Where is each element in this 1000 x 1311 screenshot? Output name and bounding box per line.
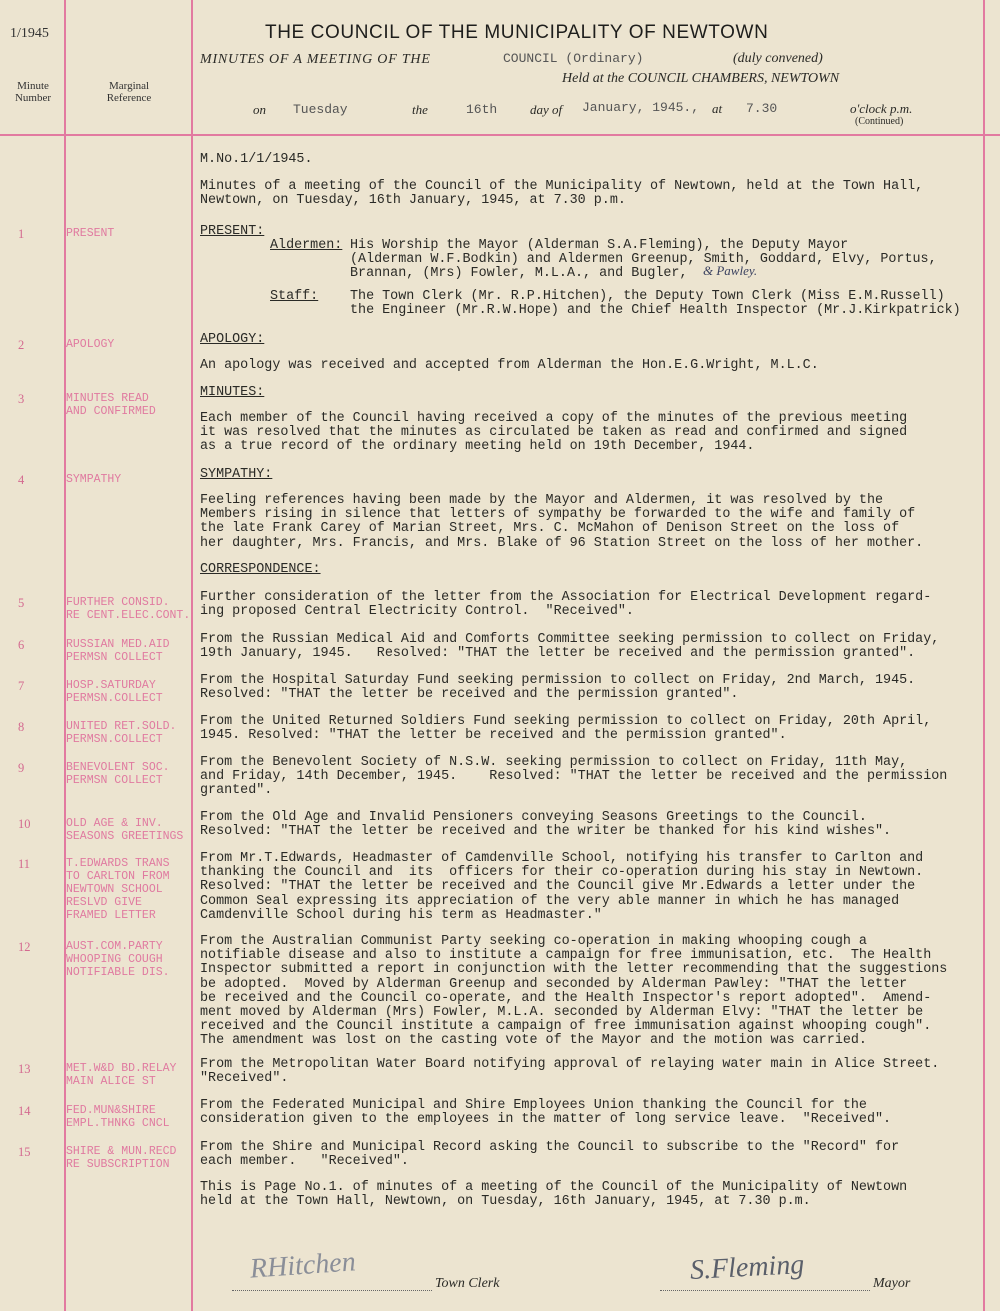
minute-number-5: 5: [18, 596, 25, 610]
minutes-heading: MINUTES:: [200, 385, 265, 400]
at-label: at: [712, 101, 723, 116]
mayor-label: Mayor: [873, 1276, 911, 1291]
marginal-reference-heading: Marginal Reference: [106, 80, 152, 104]
minute-number-heading: Minute Number: [14, 80, 52, 104]
item-5-text: Further consideration of the letter from the Association for Electrical Development regard- ing proposed Central Electricity Control. "Received".: [200, 590, 932, 620]
the-label: the: [412, 102, 428, 117]
on-label: on: [253, 102, 266, 117]
meeting-time: 7.30: [746, 101, 778, 116]
minute-number-11: 11: [18, 857, 31, 871]
document-title: THE COUNCIL OF THE MUNICIPALITY OF NEWTOWN: [265, 22, 769, 43]
minute-number-4: 4: [18, 473, 25, 487]
header-rule: [0, 134, 1000, 136]
aldermen-label: Aldermen:: [270, 238, 343, 253]
minute-number-10: 10: [18, 817, 31, 831]
marginal-ref-14: FED.MUN&SHIRE EMPL.THNKG CNCL: [66, 1104, 170, 1130]
page-reference: 1/1945: [10, 26, 49, 41]
town-clerk-signature: RHitchen: [249, 1246, 357, 1285]
item-9-text: From the Benevolent Society of N.S.W. seeking permission to collect on Friday, 11th May, and Friday, 14th December, 1945. Resolved: "THAT the letter be received and the permission granted".: [200, 755, 948, 799]
marginal-ref-12: AUST.COM.PARTY WHOOPING COUGH NOTIFIABLE DIS.: [66, 940, 170, 979]
item-7-text: From the Hospital Saturday Fund seeking permission to collect on Friday, 2nd March, 1945. Resolved: "THAT the letter be received and the permission granted".: [200, 673, 916, 703]
minute-number-6: 6: [18, 638, 25, 652]
item-11-text: From Mr.T.Edwards, Headmaster of Camdenville School, notifying his transfer to Carlton and thanking the Council and its officers for their co-operation during his stay in Newtown. Resolved: "THAT the letter be received and the Council give Mr.Edwards a letter under the Common Seal expressing its appreciation of the very able manner in which he has managed Camdenville School during his term as Headmaster.": [200, 851, 924, 923]
minute-number-2: 2: [18, 338, 25, 352]
aldermen-list: His Worship the Mayor (Alderman S.A.Fleming), the Deputy Mayor (Alderman W.F.Bodkin) and Aldermen Greenup, Smith, Goddard, Elvy, Portus, Brannan, (Mrs) Fowler, M.L.A., and Bugler,: [350, 238, 937, 282]
oclock-label: o'clock p.m.: [850, 101, 913, 116]
marginal-ref-1: PRESENT: [66, 227, 115, 240]
marginal-ref-7: HOSP.SATURDAY PERMSN.COLLECT: [66, 679, 163, 705]
meeting-weekday: Tuesday: [293, 102, 348, 117]
duly-convened: (duly convened): [733, 51, 823, 66]
sympathy-heading: SYMPATHY:: [200, 467, 273, 482]
town-clerk-line: [232, 1290, 432, 1291]
held-at: Held at the COUNCIL CHAMBERS, NEWTOWN: [562, 71, 840, 86]
marginal-ref-13: MET.W&D BD.RELAY MAIN ALICE ST: [66, 1062, 177, 1088]
meeting-month-year: January, 1945.,: [582, 100, 700, 115]
correspondence-heading: CORRESPONDENCE:: [200, 562, 321, 577]
item-6-text: From the Russian Medical Aid and Comforts Committee seeking permission to collect on Friday, 19th January, 1945. Resolved: "THAT the letter be received and the permission granted".: [200, 632, 940, 662]
marginal-ref-9: BENEVOLENT SOC. PERMSN COLLECT: [66, 761, 170, 787]
margin-rule-outer: [983, 0, 985, 1311]
marginal-ref-4: SYMPATHY: [66, 473, 122, 486]
continued-label: (Continued): [855, 116, 904, 127]
meeting-day: 16th: [466, 102, 498, 117]
minute-reference: M.No.1/1/1945.: [200, 152, 313, 167]
item-10-text: From the Old Age and Invalid Pensioners conveying Seasons Greetings to the Council. Resolved: "THAT the letter be received and the writer be thanked for his kind wishes".: [200, 810, 892, 840]
item-13-text: From the Metropolitan Water Board notifying approval of relaying water main in Alice Street. "Received".: [200, 1057, 940, 1087]
minute-number-12: 12: [18, 940, 31, 954]
minutes-text: Each member of the Council having received a copy of the minutes of the previous meeting it was resolved that the minutes as circulated be taken as read and confirmed and signed as a true record of the ordinary meeting held on 19th December, 1944.: [200, 411, 908, 455]
council-type: COUNCIL (Ordinary): [503, 51, 644, 66]
intro-paragraph: Minutes of a meeting of the Council of the Municipality of Newtown, held at the Town Hall, Newtown, on Tuesday, 16th January, 1945, at 7.30 p.m.: [200, 179, 924, 209]
marginal-ref-10: OLD AGE & INV. SEASONS GREETINGS: [66, 817, 184, 843]
item-14-text: From the Federated Municipal and Shire Employees Union thanking the Council for the consideration given to the employees in the matter of long service leave. "Received".: [200, 1098, 892, 1128]
day-of-label: day of: [530, 102, 563, 117]
apology-text: An apology was received and accepted from Alderman the Hon.E.G.Wright, M.L.C.: [200, 358, 819, 373]
minute-number-9: 9: [18, 761, 25, 775]
minute-number-14: 14: [18, 1104, 31, 1118]
minute-number-1: 1: [18, 227, 25, 241]
margin-rule-right: [191, 0, 193, 1311]
staff-list: The Town Clerk (Mr. R.P.Hitchen), the Deputy Town Clerk (Miss E.M.Russell) the Engineer (Mr.R.W.Hope) and the Chief Health Inspector (Mr.J.Kirkpatrick): [350, 289, 961, 319]
sympathy-text: Feeling references having been made by the Mayor and Aldermen, it was resolved by the Members rising in silence that letters of sympathy be forwarded to the wife and family of the late Frank Carey of Marian Street, Mrs. C. McMahon of Denison Street on the loss of her daughter, Mrs. Francis, and Mrs. Blake of 96 Station Street on the loss of her mother.: [200, 493, 924, 551]
marginal-ref-8: UNITED RET.SOLD. PERMSN.COLLECT: [66, 720, 177, 746]
apology-heading: APOLOGY:: [200, 332, 265, 347]
marginal-ref-3: MINUTES READ AND CONFIRMED: [66, 392, 156, 418]
item-15-text: From the Shire and Municipal Record asking the Council to subscribe to the "Record" for each member. "Received".: [200, 1140, 900, 1170]
minute-number-15: 15: [18, 1145, 31, 1159]
marginal-ref-2: APOLOGY: [66, 338, 115, 351]
staff-label: Staff:: [270, 289, 319, 304]
marginal-ref-15: SHIRE & MUN.RECD RE SUBSCRIPTION: [66, 1145, 177, 1171]
minute-number-13: 13: [18, 1062, 31, 1076]
marginal-ref-5: FURTHER CONSID. RE CENT.ELEC.CONT.: [66, 596, 190, 622]
item-12-text: From the Australian Communist Party seeking co-operation in making whooping cough a notifiable disease and also to institute a campaign for free immunisation, etc. The Health Inspector submitted a report in conjunction with the letter recommending that the suggestions be adopted. Moved by Alderman Greenup and seconded by Alderman Pawley: "THAT the letter be received and the Council co-operate, and the Health Inspector's report adopted". Amend- ment moved by Alderman (Mrs) Fowler, M.L.A. seconded by Alderman Elvy: "THAT the letter be received and the Council institute a campaign of free immunisation against whooping cough". The amendment was lost on the casting vote of the Mayor and the motion was carried.: [200, 934, 948, 1049]
handwritten-pawley: & Pawley.: [703, 263, 758, 278]
mayor-line: [660, 1290, 870, 1291]
minute-number-3: 3: [18, 392, 25, 406]
minute-number-7: 7: [18, 679, 25, 693]
item-8-text: From the United Returned Soldiers Fund seeking permission to collect on Friday, 20th April, 1945. Resolved: "THAT the letter be received and the permission granted".: [200, 714, 932, 744]
minutes-of-label: MINUTES OF A MEETING OF THE: [200, 52, 431, 67]
page-statement: This is Page No.1. of minutes of a meeting of the Council of the Municipality of Newtown held at the Town Hall, Newtown, on Tuesday, 16th January, 1945, at 7.30 p.m.: [200, 1180, 908, 1210]
mayor-signature: S.Fleming: [689, 1249, 806, 1286]
marginal-ref-6: RUSSIAN MED.AID PERMSN COLLECT: [66, 638, 170, 664]
minute-number-8: 8: [18, 720, 25, 734]
marginal-ref-11: T.EDWARDS TRANS TO CARLTON FROM NEWTOWN SCHOOL RESLVD GIVE FRAMED LETTER: [66, 857, 170, 922]
present-heading: PRESENT:: [200, 224, 265, 239]
town-clerk-label: Town Clerk: [435, 1276, 500, 1291]
